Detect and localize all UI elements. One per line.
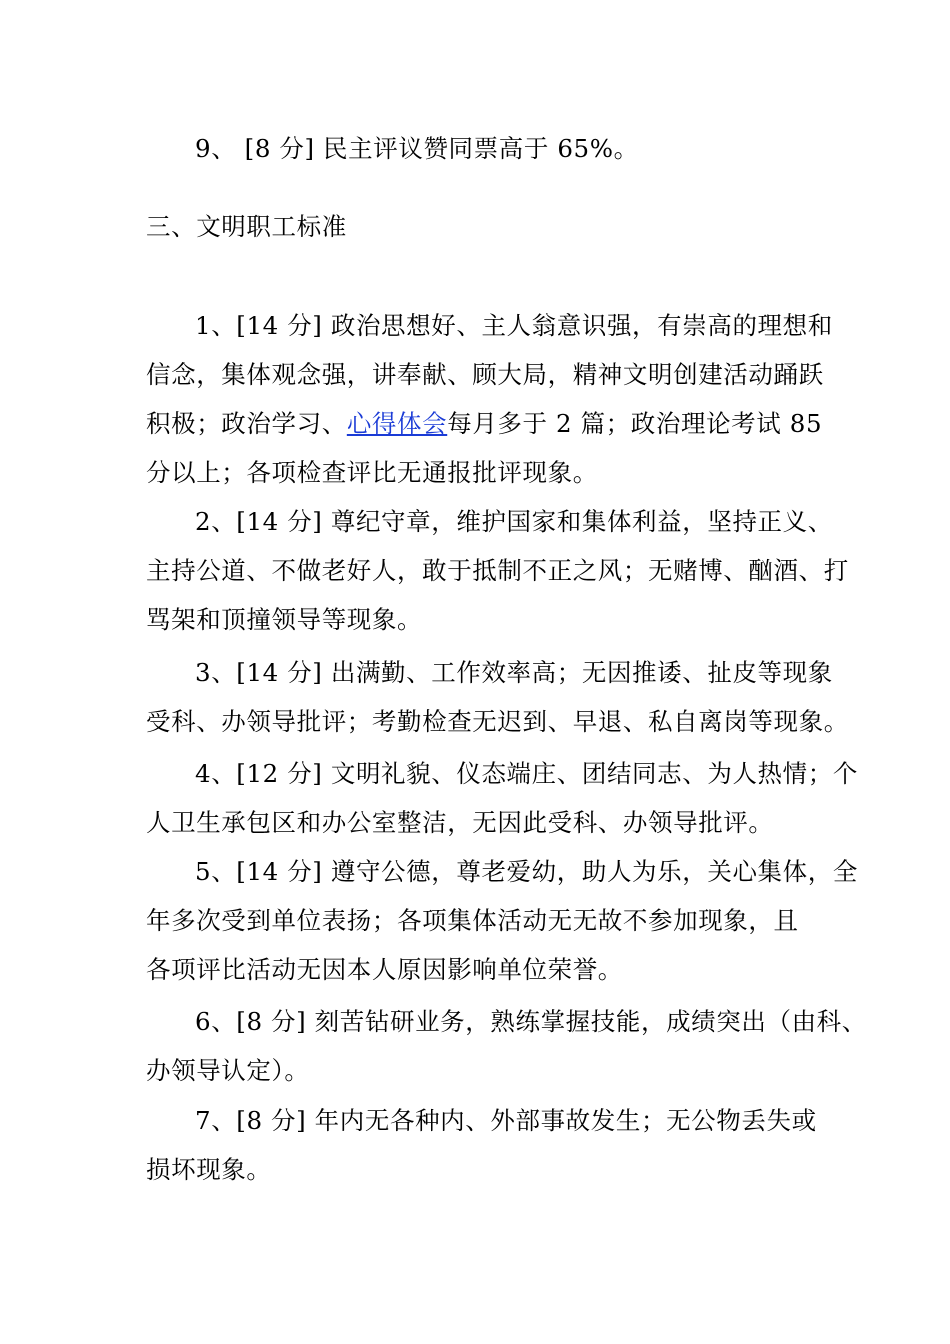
item-6-paragraph [146,997,867,1095]
item-1-line-2: 信念，集体观念强，讲奉献、顾大局，精神文明创建活动踊跃 [146,360,824,389]
item-5-line-2: 年多次受到单位表扬；各项集体活动无无故不参加现象，且 [146,906,799,935]
item-1-line-3 [146,399,823,448]
item-1-line-3-end: 每月多于 2 篇；政治理论考试 85 [447,409,823,438]
item-4-line-2: 人卫生承包区和办公室整洁，无因此受科、办领导批评。 [146,808,774,837]
item-1-line-1: 1、[14 分] 政治思想好、主人翁意识强，有崇高的理想和 [195,311,833,340]
section-heading: 三、文明职工标准 [146,212,347,241]
item-2-line-2: 主持公道、不做老好人，敢于抵制不正之风；无赌博、酗酒、打 [146,556,849,585]
item-9-paragraph [146,124,810,173]
item-5-line-3: 各项评比活动无因本人原因影响单位荣誉。 [146,955,623,984]
item-4-paragraph [146,749,858,847]
item-2-paragraph [146,497,849,644]
item-7-line-1: 7、[8 分] 年内无各种内、外部事故发生；无公物丢失或 [195,1106,817,1135]
item-9-line: 9、 [8 分] 民主评议赞同票高于 65%。 [195,134,639,163]
item-1-line-4: 分以上；各项检查评比无通报批评现象。 [146,458,598,487]
item-4-line-1: 4、[12 分] 文明礼貌、仪态端庄、团结同志、为人热情；个 [195,759,858,788]
item-2-line-3: 骂架和顶撞领导等现象。 [146,605,423,634]
item-6-line-2: 办领导认定）。 [146,1056,310,1085]
item-3-paragraph [146,648,849,746]
item-3-line-2: 受科、办领导批评；考勤检查无迟到、早退、私自离岗等现象。 [146,707,849,736]
item-3-line-1: 3、[14 分] 出满勤、工作效率高；无因推诿、扯皮等现象 [195,658,833,687]
item-1-paragraph [146,301,833,497]
item-2-line-1: 2、[14 分] 尊纪守章，维护国家和集体利益，坚持正义、 [195,507,833,536]
item-6-line-1: 6、[8 分] 刻苦钻研业务，熟练掌握技能，成绩突出（由科、 [195,1007,867,1036]
item-7-paragraph [146,1096,817,1194]
item-7-line-2: 损坏现象。 [146,1155,272,1184]
item-1-line-3-start: 积极；政治学习、 [146,409,347,438]
item-5-line-1: 5、[14 分] 遵守公德，尊老爱幼，助人为乐，关心集体，全 [195,857,858,886]
experience-link[interactable]: 心得体会 [346,409,448,438]
item-5-paragraph [146,847,858,994]
